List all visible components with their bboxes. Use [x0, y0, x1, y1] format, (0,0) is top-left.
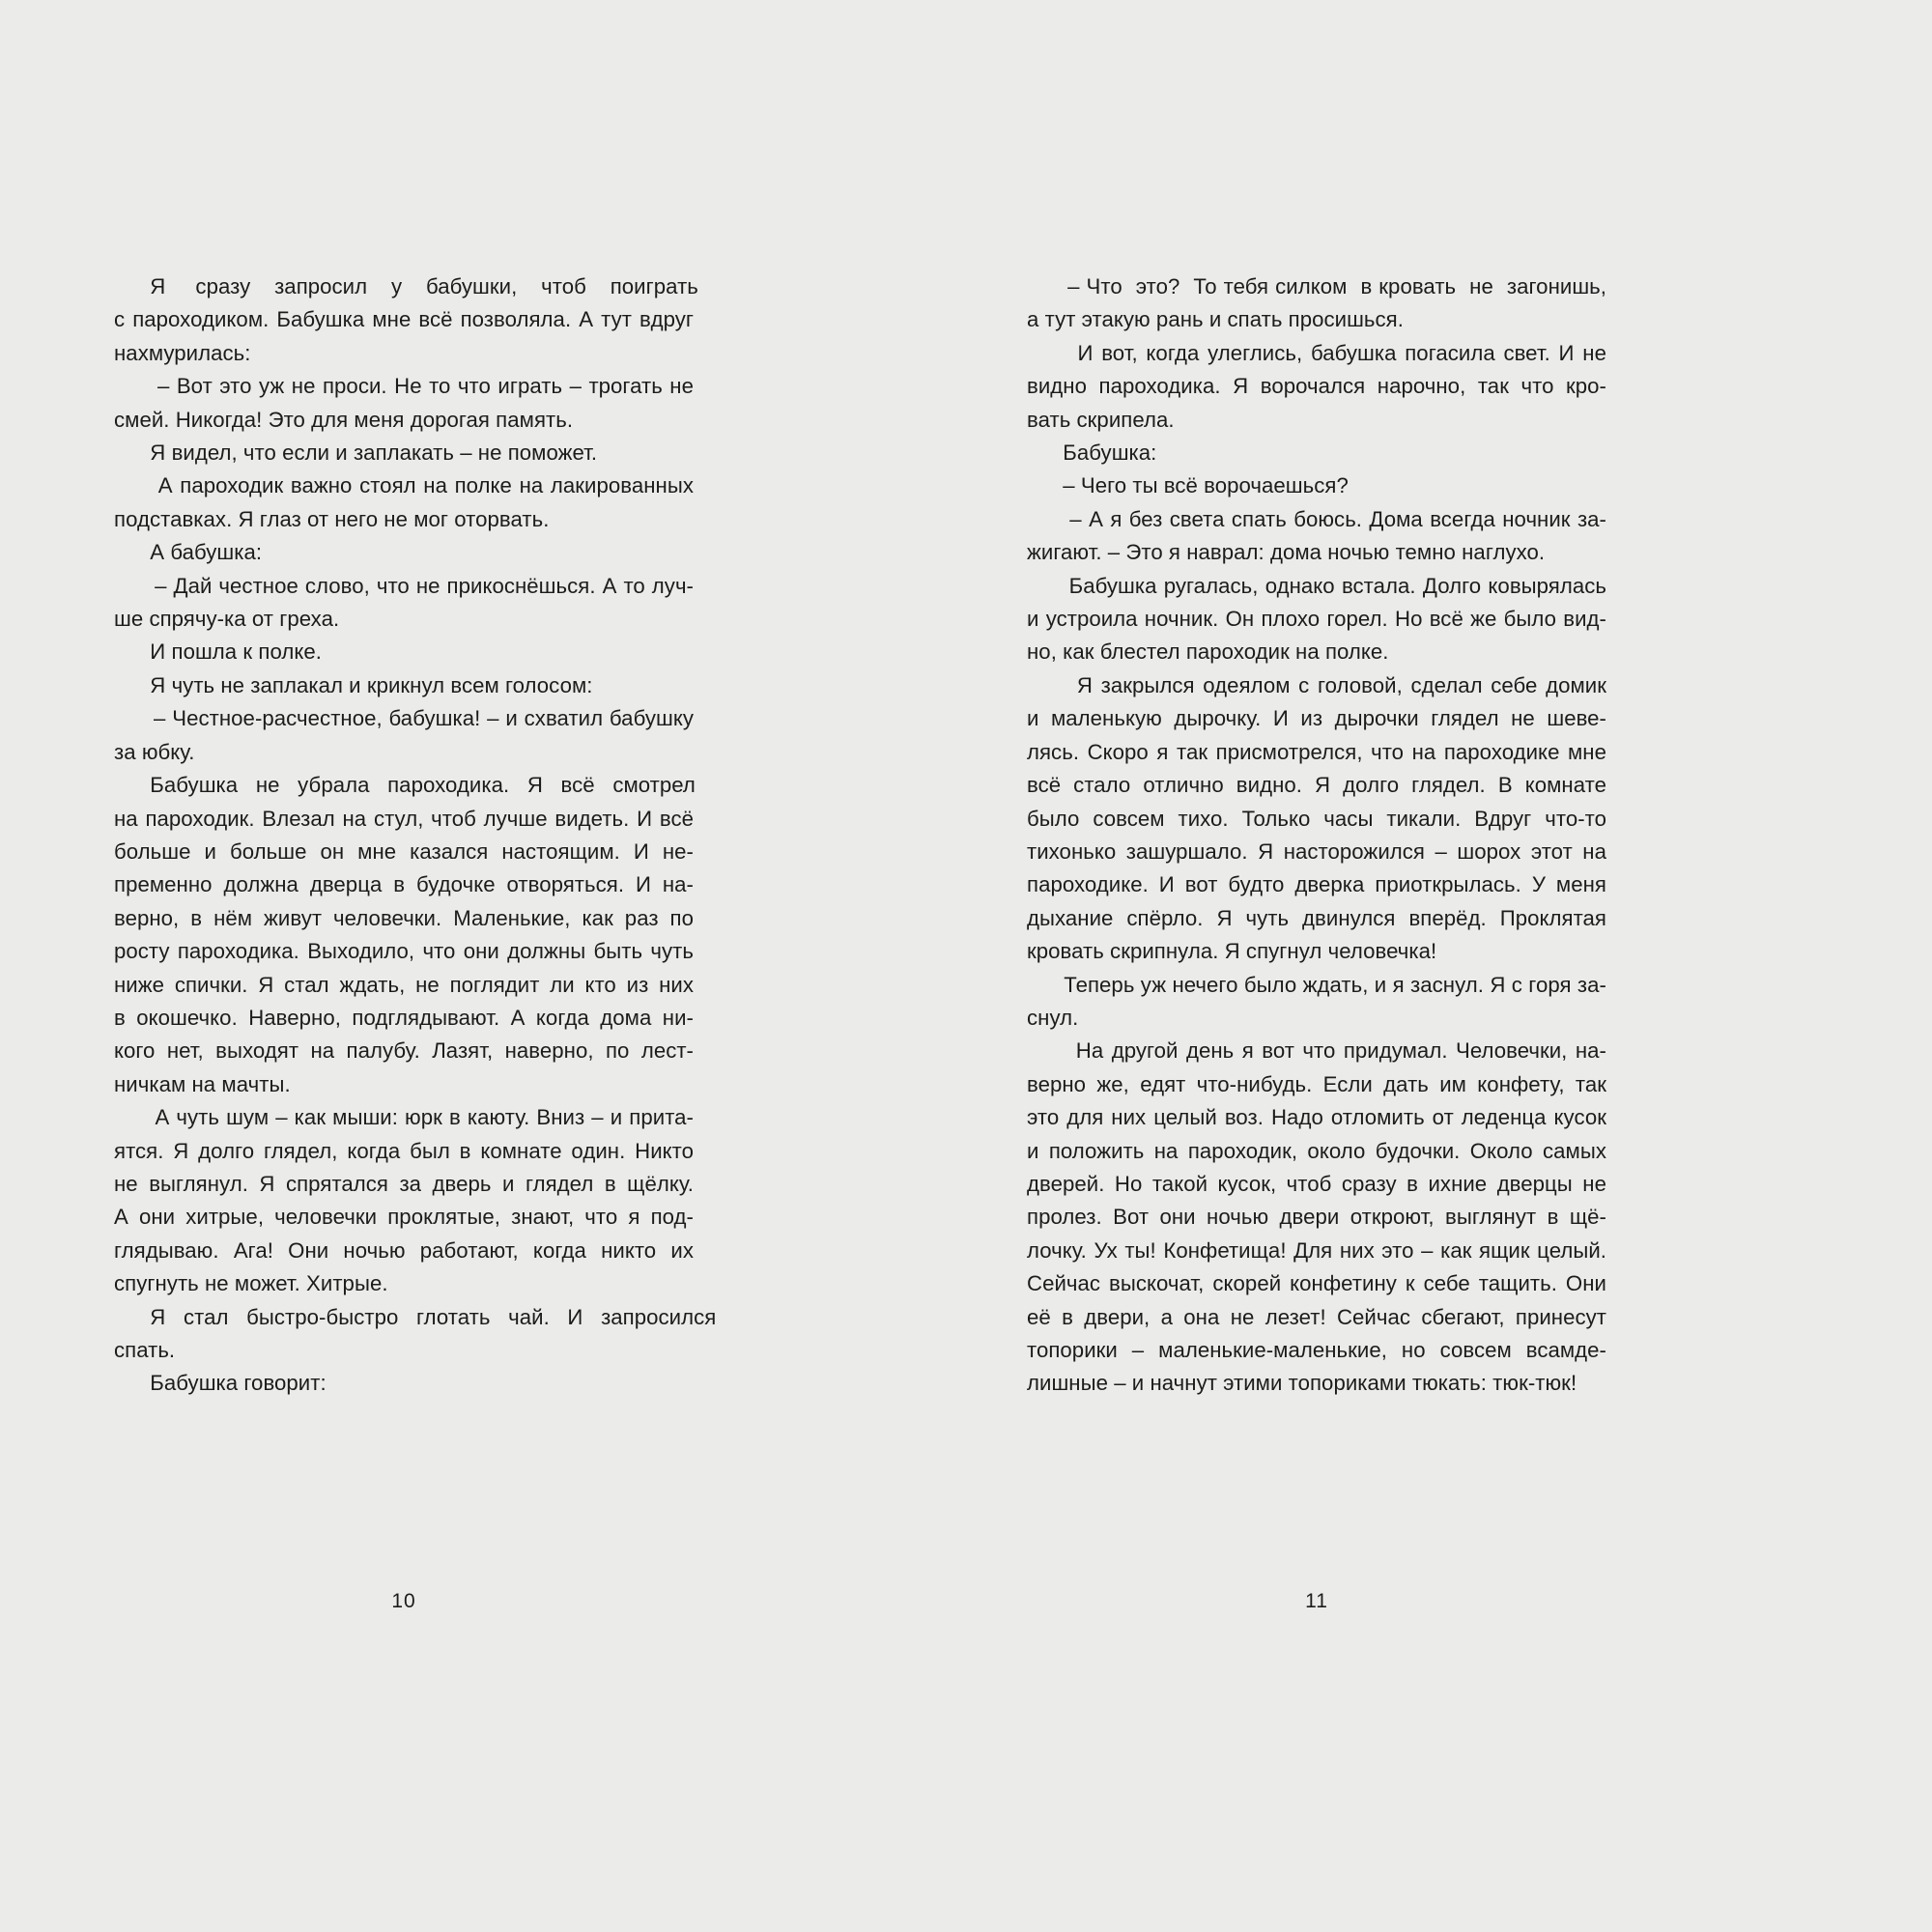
- text-line: и положить на пароходик, около будочки. Около самых: [1027, 1138, 1606, 1163]
- paragraph: [114, 1301, 717, 1368]
- text-line: А они хитрые, человечки проклятые, знают, что я под-: [114, 1205, 694, 1230]
- paragraph: [1027, 469, 1606, 502]
- paragraph: [114, 1367, 694, 1400]
- text-line: Теперь уж нечего было ждать, и я заснул. Я с горя за-: [1027, 972, 1606, 997]
- text-line: жигают. – Это я наврал: дома ночью темно наглухо.: [1027, 540, 1546, 565]
- paragraph: [114, 570, 694, 637]
- text-line: за юбку.: [114, 739, 195, 764]
- text-line: не выглянул. Я спрятался за дверь и глядел в щёлку.: [114, 1171, 694, 1196]
- text-line: вать скрипела.: [1027, 407, 1175, 432]
- text-line: А пароходик важно стоял на полке на лакированных: [114, 473, 694, 498]
- text-line: Я стал быстро-быстро глотать чай. И запросился: [114, 1304, 717, 1329]
- paragraph: [114, 270, 698, 370]
- text-line: – Чего ты всё ворочаешься?: [1027, 473, 1349, 498]
- text-line: И пошла к полке.: [114, 639, 322, 665]
- text-line: видно пароходика. Я ворочался нарочно, так что кро-: [1027, 374, 1606, 399]
- text-line: верно же, едят что-нибудь. Если дать им конфету, так: [1027, 1071, 1606, 1096]
- text-line: пролез. Вот они ночью двери откроют, выглянут в щё-: [1027, 1205, 1606, 1230]
- page-right-textblock: [1027, 270, 1606, 1401]
- text-line: но, как блестел пароходик на полке.: [1027, 639, 1389, 665]
- text-line: больше и больше он мне казался настоящим. И не-: [114, 838, 694, 864]
- text-line: Я сразу запросил у бабушки, чтоб поиграть: [114, 274, 698, 298]
- paragraph: [114, 769, 694, 1101]
- page-number-right: 11: [1305, 1590, 1328, 1612]
- text-line: с пароходиком. Бабушка мне всё позволяла. А тут вдруг: [114, 307, 694, 332]
- text-line: Я чуть не заплакал и крикнул всем голосом:: [114, 672, 593, 697]
- text-line: – Честное-расчестное, бабушка! – и схватил бабушку: [114, 706, 694, 731]
- text-line: – Дай честное слово, что не прикоснёшься. А то луч-: [114, 573, 694, 598]
- text-line: – А я без света спать боюсь. Дома всегда ночник за-: [1027, 506, 1606, 531]
- text-line: лочку. Ух ты! Конфетища! Для них это – как ящик целый.: [1027, 1237, 1606, 1263]
- text-line: ятся. Я долго глядел, когда был в комнате один. Никто: [114, 1138, 694, 1163]
- text-line: На другой день я вот что придумал. Человечки, на-: [1027, 1038, 1606, 1064]
- text-line: ничкам на мачты.: [114, 1071, 291, 1096]
- text-line: А чуть шум – как мыши: юрк в каюту. Вниз – и прита-: [114, 1105, 694, 1130]
- text-line: спугнуть не может. Хитрые.: [114, 1271, 388, 1296]
- text-line: пароходике. И вот будто дверка приоткрылась. У меня: [1027, 872, 1606, 897]
- text-line: Бабушка говорит:: [114, 1371, 327, 1396]
- paragraph: [114, 669, 694, 702]
- paragraph: [114, 702, 694, 769]
- text-line: и устроила ночник. Он плохо горел. Но всё же было вид-: [1027, 607, 1606, 632]
- paragraph: [114, 437, 694, 469]
- paragraph: [1027, 969, 1606, 1036]
- page-right: [1027, 270, 1606, 1401]
- text-line: пременно должна дверца в будочке отворяться. И на-: [114, 872, 694, 897]
- text-line: росту пароходика. Выходило, что они должны быть чуть: [114, 939, 694, 964]
- text-line: тихонько зашуршало. Я насторожился – шорох этот на: [1027, 838, 1606, 864]
- paragraph: [1027, 270, 1606, 337]
- paragraph: [114, 536, 694, 569]
- text-line: и маленькую дырочку. И из дырочки глядел не шеве-: [1027, 706, 1606, 731]
- paragraph: [114, 1101, 694, 1300]
- paragraph: [114, 469, 694, 536]
- text-line: лишные – и начнут этими топориками тюкать: тюк-тюк!: [1027, 1371, 1577, 1396]
- text-line: смей. Никогда! Это для меня дорогая память.: [114, 407, 574, 432]
- page-left: [114, 270, 717, 1401]
- text-line: А бабушка:: [114, 540, 263, 565]
- text-line: Я видел, что если и заплакать – не поможет.: [114, 440, 598, 466]
- page-left-textblock: [114, 270, 717, 1401]
- text-line: дверей. Но такой кусок, чтоб сразу в ихние дверцы не: [1027, 1171, 1606, 1196]
- paragraph: [1027, 437, 1606, 469]
- text-line: Бабушка:: [1027, 440, 1157, 466]
- text-line: глядываю. Ага! Они ночью работают, когда никто их: [114, 1237, 694, 1263]
- text-line: топорики – маленькие-маленькие, но совсем всамде-: [1027, 1338, 1606, 1362]
- text-line: кого нет, выходят на палубу. Лазят, наверно, по лест-: [114, 1038, 694, 1064]
- text-line: ниже спички. Я стал ждать, не поглядит ли кто из них: [114, 972, 694, 997]
- text-line: И вот, когда улеглись, бабушка погасила свет. И не: [1027, 340, 1606, 365]
- text-line: Я закрылся одеялом с головой, сделал себе домик: [1027, 672, 1606, 697]
- text-line: Бабушка не убрала пароходика. Я всё смотрел: [114, 773, 696, 798]
- text-line: дыхание спёрло. Я чуть двинулся вперёд. Проклятая: [1027, 905, 1606, 930]
- text-line: а тут этакую рань и спать просишься.: [1027, 307, 1404, 332]
- paragraph: [114, 636, 694, 668]
- text-line: в окошечко. Наверно, подглядывают. А когда дома ни-: [114, 1005, 694, 1030]
- paragraph: [1027, 669, 1606, 969]
- page-number-left: 10: [391, 1590, 416, 1612]
- text-line: было совсем тихо. Только часы тикали. Вдруг что-то: [1027, 806, 1606, 831]
- text-line: кровать скрипнула. Я спугнул человечка!: [1027, 939, 1437, 964]
- paragraph: [1027, 570, 1606, 669]
- paragraph: [1027, 503, 1606, 570]
- text-line: её в двери, а она не лезет! Сейчас сбегают, принесут: [1027, 1304, 1606, 1329]
- text-line: – Вот это уж не проси. Не то что играть – трогать не: [114, 374, 694, 399]
- paragraph: [1027, 337, 1606, 437]
- text-line: Сейчас выскочат, скорей конфетину к себе тащить. Они: [1027, 1271, 1606, 1296]
- text-line: всё стало отлично видно. Я долго глядел. В комнате: [1027, 773, 1606, 798]
- text-line: верно, в нём живут человечки. Маленькие, как раз по: [114, 905, 694, 930]
- paragraph: [114, 370, 694, 437]
- text-line: подставках. Я глаз от него не мог оторвать.: [114, 506, 550, 531]
- text-line: спать.: [114, 1338, 176, 1362]
- text-line: на пароходик. Влезал на стул, чтоб лучше видеть. И всё: [114, 806, 694, 831]
- text-line: Бабушка ругалась, однако встала. Долго ковырялась: [1027, 573, 1606, 598]
- text-line: лясь. Скоро я так присмотрелся, что на пароходике мне: [1027, 739, 1606, 764]
- text-line: это для них целый воз. Надо отломить от леденца кусок: [1027, 1105, 1606, 1130]
- paragraph: [1027, 1035, 1606, 1400]
- text-line: ше спрячу-ка от греха.: [114, 607, 340, 632]
- text-line: нахмурилась:: [114, 340, 251, 365]
- text-line: – Что это? То тебя силком в кровать не загонишь,: [1027, 274, 1606, 298]
- text-line: снул.: [1027, 1005, 1079, 1030]
